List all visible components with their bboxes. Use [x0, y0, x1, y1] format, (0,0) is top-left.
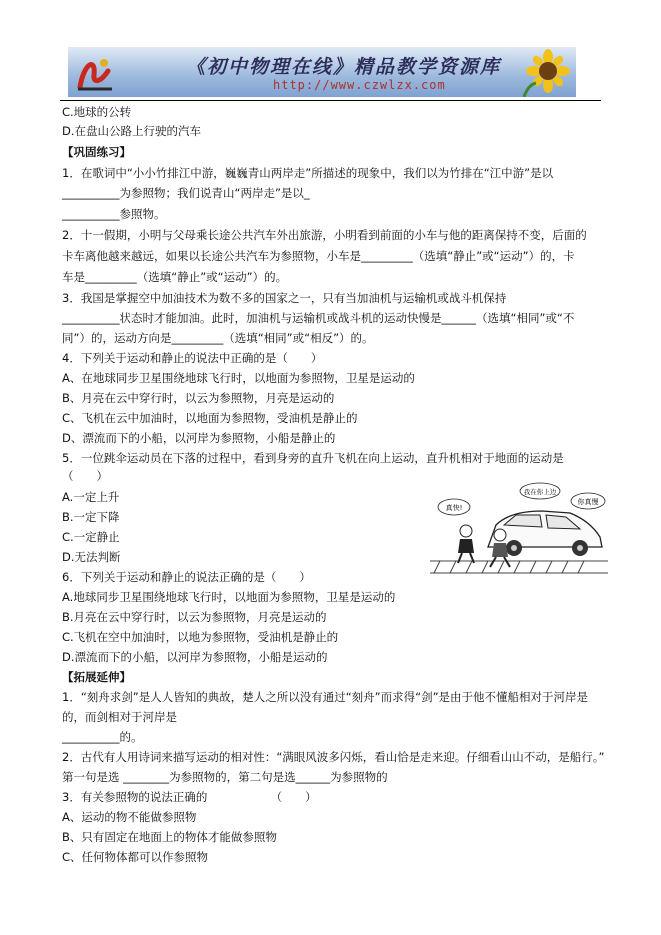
question-3-line-1: 3．我国是掌握空中加油技术为数不多的国家之一，只有当加油机与运输机或战斗机保持	[62, 291, 507, 305]
header-banner	[68, 47, 576, 97]
section-heading: 【巩固练习】	[62, 145, 131, 159]
question-4-option-b: B、月亮在云中穿行时，以云为参照物，月亮是运动的	[62, 391, 335, 405]
question-3-line-2: __________状态时才能加油。此时，加油机与运输机或战斗机的运动快慢是______（选填“相同”或“不	[62, 311, 575, 325]
cartoon-illustration	[430, 481, 608, 579]
header-divider	[60, 100, 601, 101]
question-5-line-1: 5．一位跳伞运动员在下落的过程中，看到身旁的直升飞机在向上运动，直升机相对于地面的运动是	[62, 451, 564, 465]
extension-3-option-c: C、任何物体都可以作参照物	[62, 850, 209, 864]
question-4-option-d: D、漂流而下的小船，以河岸为参照物，小船是静止的	[62, 431, 336, 445]
question-5-option-c: C.一定静止	[62, 530, 120, 544]
banner-url: http://www.czwlzx.com	[273, 78, 446, 92]
question-2-line-1: 2．十一假期，小明与父母乘长途公共汽车外出旅游，小明看到前面的小车与他的距离保持不变，后面的	[62, 228, 587, 242]
section-heading: 【拓展延伸】	[62, 670, 131, 684]
option-c: C.地球的公转	[62, 105, 132, 119]
question-6-option-c: C.飞机在空中加油时，以地为参照物，受油机是静止的	[62, 630, 339, 644]
question-6-option-b: B.月亮在云中穿行时，以云为参照物，月亮是运动的	[62, 610, 327, 624]
question-4: 4．下列关于运动和静止的说法中正确的是（ ）	[62, 351, 323, 365]
extension-1-line-2: 的，而剑相对于河岸是	[62, 710, 177, 724]
question-2-line-3: 车是_________（选填“静止”或“运动”）的。	[62, 270, 288, 284]
speech-bubble-middle: 我在你上边	[523, 488, 557, 496]
question-6: 6．下列关于运动和静止的说法正确的是（ ）	[62, 570, 311, 584]
speech-bubble-right: 你真慢	[577, 498, 599, 506]
extension-3: 3．有关参照物的说法正确的 （ ）	[62, 790, 317, 804]
extension-1-line-3: __________的。	[62, 730, 143, 744]
extension-1-line-1: 1．“刻舟求剑”是人人皆知的典故，楚人之所以没有通过“刻舟”而求得“剑”是由于他不懂船相对于河岸是	[62, 690, 589, 704]
question-2-line-2: 卡车离他越来越远，如果以长途公共汽车为参照物，小车是_________（选填“静止”或“运动”）的，卡	[62, 249, 575, 263]
question-5-line-2: （ ）	[62, 469, 108, 483]
question-6-option-d: D.漂流而下的小船，以河岸为参照物，小船是运动的	[62, 650, 328, 664]
question-1-line-1: 1．在歌词中“小小竹排江中游，巍巍青山两岸走”所描述的现象中，我们以为竹排在“江中游”是以	[62, 166, 554, 180]
extension-2-line-1: 2．古代有人用诗词来描写运动的相对性：“满眼风波多闪烁，看山恰是走来迎。仔细看山山不动，是船行。”	[62, 750, 605, 764]
question-6-option-a: A.地球同步卫星围绕地球飞行时，以地面为参照物，卫星是运动的	[62, 590, 396, 604]
extension-3-option-a: A、运动的物不能做参照物	[62, 810, 197, 824]
car-icon	[488, 511, 602, 547]
question-4-option-c: C、飞机在云中加油时，以地面为参照物，受油机是静止的	[62, 411, 358, 425]
speech-bubble-left: 真快!	[445, 504, 463, 512]
question-1-line-3: __________参照物。	[62, 207, 166, 221]
extension-3-option-b: B、只有固定在地面上的物体才能做参照物	[62, 830, 277, 844]
extension-2-line-2: 第一句是选 ________为参照物的，第二句是选______为参照物的	[62, 770, 388, 784]
banner-title: 《初中物理在线》精品教学资源库	[186, 56, 502, 78]
question-5-option-a: A.一定上升	[62, 490, 120, 504]
site-logo-icon	[74, 53, 116, 93]
sunflower-icon	[518, 49, 572, 97]
question-3-line-3: 同”）的，运动方向是_________（选填“相同”或“相反”）的。	[62, 331, 374, 345]
question-5-option-d: D.无法判断	[62, 550, 121, 564]
child-figure-icon	[458, 525, 474, 563]
question-4-option-a: A、在地球同步卫星围绕地球飞行时，以地面为参照物，卫星是运动的	[62, 371, 415, 385]
question-5-option-b: B.一定下降	[62, 510, 120, 524]
option-d: D.在盘山公路上行驶的汽车	[62, 124, 202, 138]
question-1-line-2: __________为参照物；我们说青山“两岸走”是以_	[62, 186, 310, 200]
